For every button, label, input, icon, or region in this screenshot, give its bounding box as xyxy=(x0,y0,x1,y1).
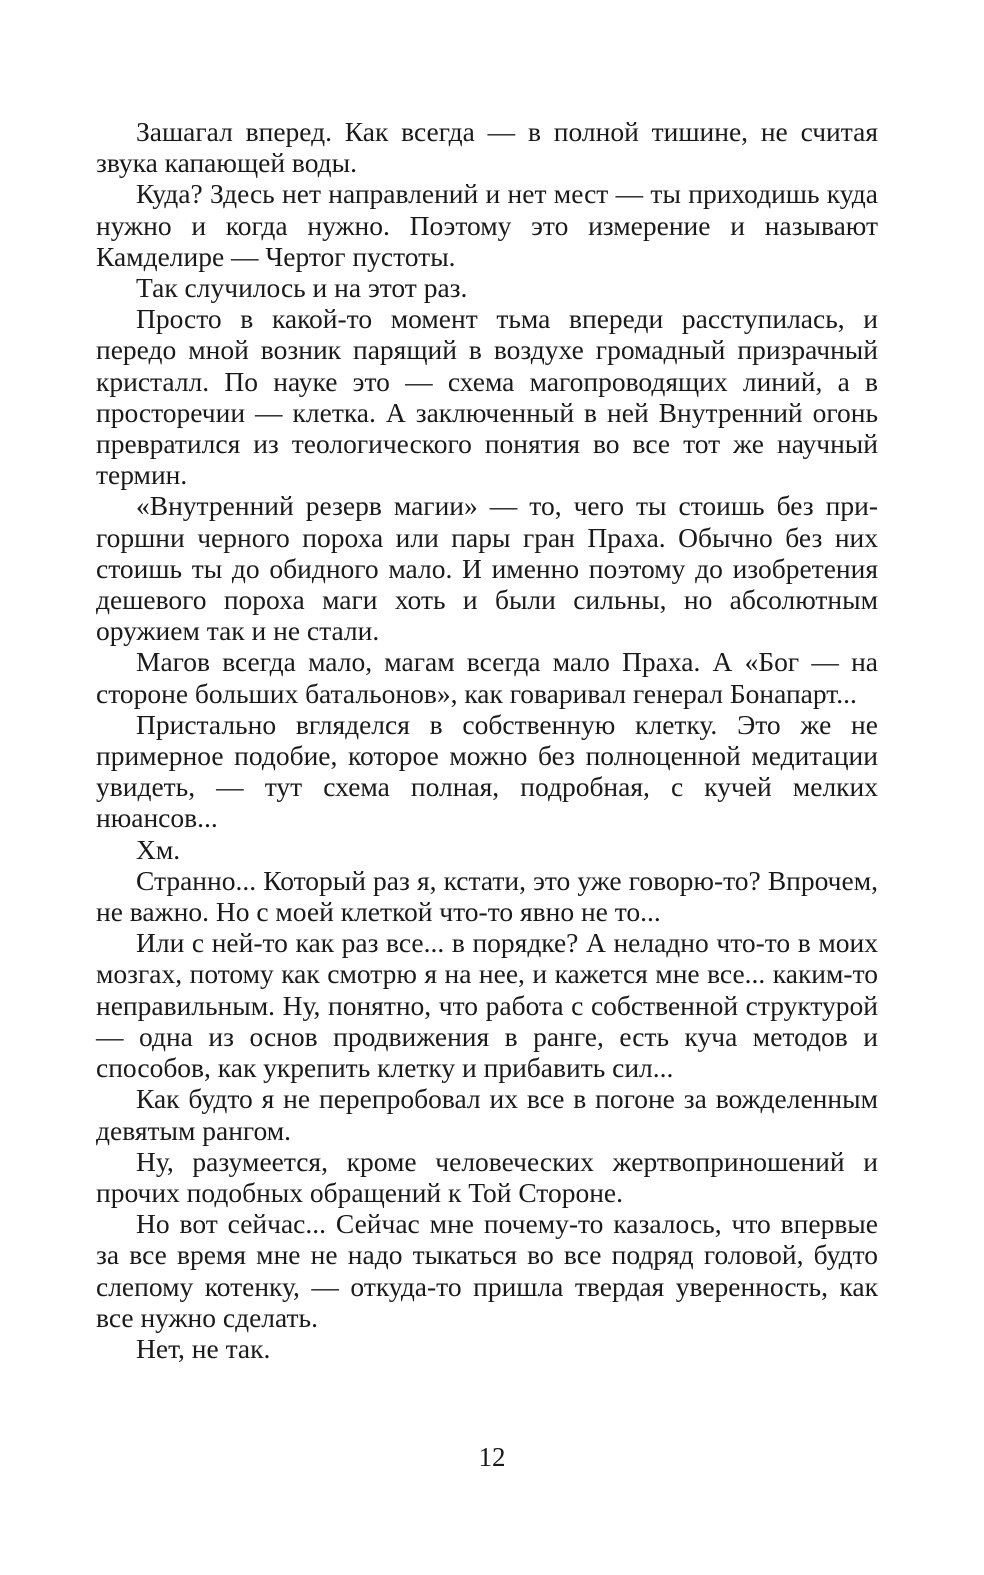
page-number: 12 xyxy=(478,1442,506,1472)
paragraph: Просто в какой-то момент тьма впереди расступилась, и передо мной возник парящий в воздухе громадный призрачный кристалл. По науке это — схема магопроводящих линий, а в просторечии — клетка. А заключенный в ней Внутренний огонь превратился из теологического понятия во все тот же научный термин. xyxy=(96,303,878,491)
paragraph: Куда? Здесь нет направлений и нет мест — ты приходишь куда нужно и когда нужно. Поэтому это измерение и называют Камделире — Чертог пустоты. xyxy=(96,178,878,272)
paragraph: Магов всегда мало, магам всегда мало Праха. А «Бог — на стороне больших батальонов», как говаривал генерал Бонапарт... xyxy=(96,646,878,709)
paragraph: Нет, не так. xyxy=(136,1332,271,1364)
paragraph: Так случилось и на этот раз. xyxy=(136,272,468,304)
paragraph: Или с ней-то как раз все... в порядке? А неладно что-то в моих мозгах, потому как смотрю я на нее, и кажется мне все... каким-то неправильным. Ну, понятно, что работа с собственной структурой — одна из основ продвижения в ранге, есть куча методов и способов, как укрепить клетку и прибавить сил... xyxy=(96,927,878,1084)
paragraph: Пристально вгляделся в собственную клетку. Это же не примерное подобие, которое можно без полноценной медитации увидеть, — тут схема полная, подробная, с кучей мелких нюансов... xyxy=(96,708,878,834)
page-text-body xyxy=(96,116,878,1364)
paragraph: Но вот сейчас... Сейчас мне почему-то казалось, что впервые за все время мне не надо тыкаться во все подряд головой, будто слепому котенку, — откуда-то пришла твердая уверенность, как все нужно сделать. xyxy=(96,1208,878,1333)
paragraph: Как будто я не перепробовал их все в погоне за вожделенным девятым рангом. xyxy=(96,1083,878,1146)
paragraph: Ну, разумеется, кроме человеческих жертвоприношений и прочих подобных обращений к Той Стороне. xyxy=(96,1145,878,1208)
paragraph: «Внутренний резерв магии» — то, чего ты стоишь без пригоршни черного пороха или пары гран Праха. Обычно без них стоишь ты до обидного мало. И именно поэтому до изобретения дешевого пороха маги хоть и были сильны, но абсолютным оружием так и не стали. xyxy=(96,490,878,647)
paragraph: Хм. xyxy=(136,833,181,865)
paragraph: Зашагал вперед. Как всегда — в полной тишине, не считая звука капающей воды. xyxy=(96,116,878,179)
paragraph: Странно... Который раз я, кстати, это уже говорю-то? Впрочем, не важно. Но с моей клеткой что-то явно не то... xyxy=(96,864,878,928)
